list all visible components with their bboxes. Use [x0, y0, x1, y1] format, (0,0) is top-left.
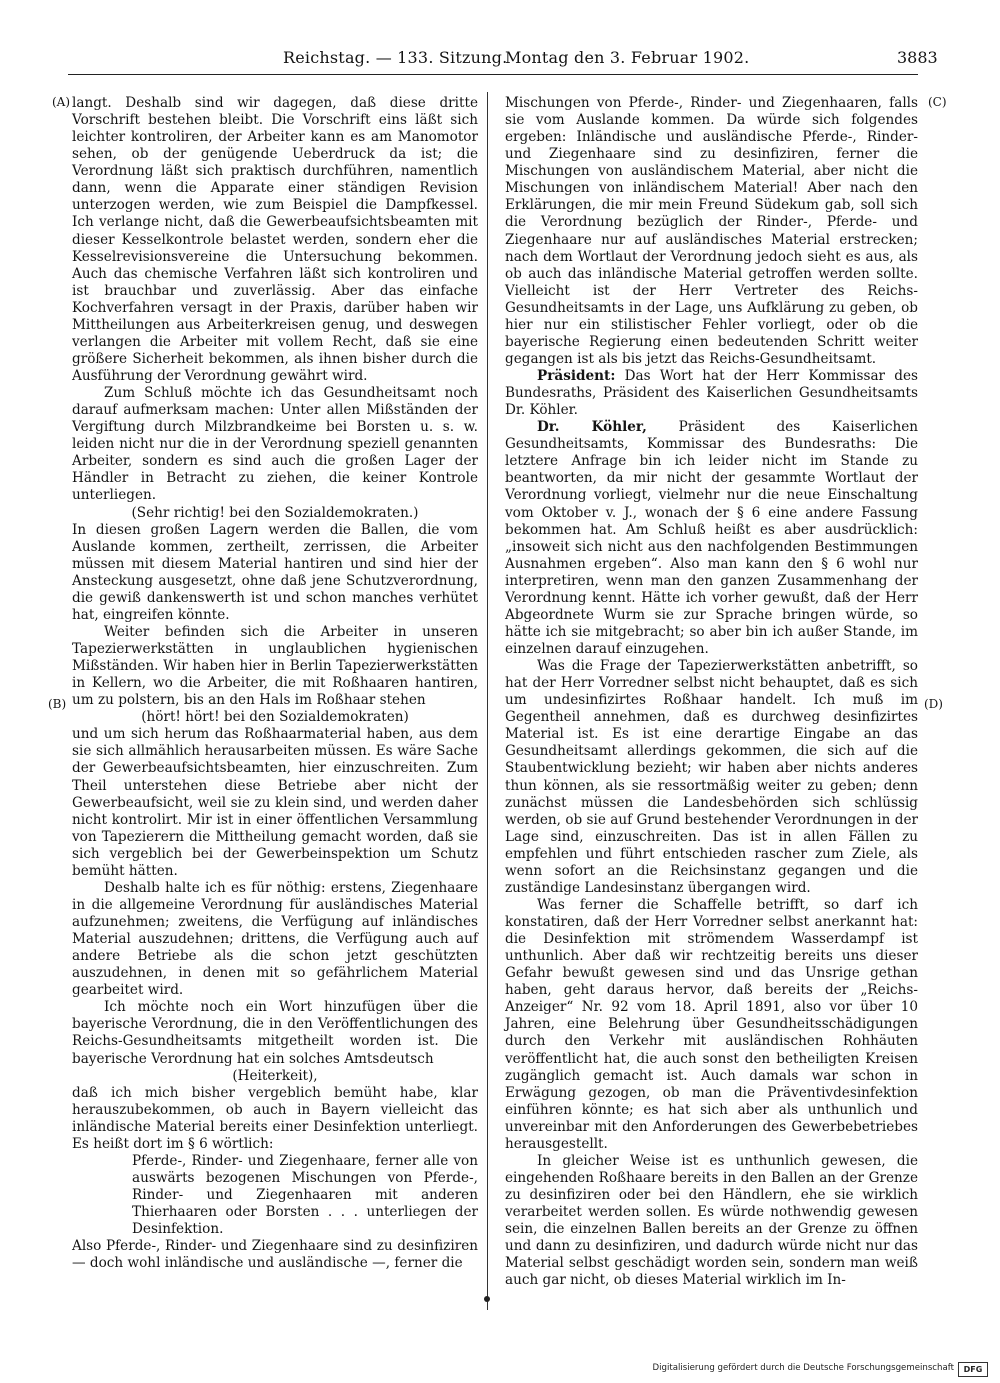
page-header — [0, 44, 1000, 78]
speaker-name: Dr. Köhler, — [537, 419, 647, 436]
paragraph: langt. Deshalb sind wir dagegen, daß diese dritte Vorschrift bestehen bleibt. Die Vorschrift eins läßt sich leichter kontroliren, der Arbeiter kann es am Manomotor sehen, ob der genügende Ueberdruck da ist; die Verordnung läßt sich praktisch durchführen, namentlich dann, wenn die Apparate einer ständigen Revision unterzogen werden, wie zum Beispiel die Dampfkessel. Ich verlange nicht, daß die Gewerbeaufsichtsbeamten mit dieser Kesselkontrole belastet werden, sondern eher die Kesselrevisionsvereine die Untersuchung bekommen. Auch das chemische Verfahren läßt sich kontroliren und ist brauchbar und zuverlässig. Aber das einfache Kochverfahren versagt in der Praxis, darüber haben wir Mittheilungen aus Arbeiterkreisen genug, und deswegen verlangen die Arbeiter mit vollem Recht, daß sie eine größere Sicherheit bekommen, als ihnen bisher durch die Ausführung der Verordnung gewährt wird. — [72, 95, 478, 384]
interjection: (hört! hört! bei den Sozialdemokraten) — [141, 709, 409, 726]
margin-mark-d: (D) — [924, 697, 943, 711]
speaker-text: Das Wort hat der Herr Kommissar des Bundesraths, Präsident des Kaiserlichen Gesundheitsamts Dr. Köhler. — [505, 368, 918, 419]
paragraph: Ich möchte noch ein Wort hinzufügen über die bayerische Verordnung, die in den Veröffentlichungen des Reichs-Gesundheitsamts mitgetheilt worden ist. Die bayerische Verordnung hat ein solches Amtsdeutsch — [72, 999, 478, 1067]
speaker-paragraph — [505, 368, 918, 419]
interjection: (Heiterkeit), — [232, 1067, 318, 1084]
speaker-name: Präsident: — [537, 368, 616, 384]
paragraph: daß ich mich bisher vergeblich bemüht habe, klar herauszubekommen, ob auch in Bayern vielleicht das inländische Material bereits einer Desinfektion unterliegt. Es heißt dort im § 6 wörtlich: — [72, 1084, 478, 1152]
paragraph: In gleicher Weise ist es unthunlich gewesen, die eingehenden Roßhaare bereits in den Ballen an der Grenze zu desinfiziren oder bei den Händlern, ehe sie wirklich verarbeitet werden sollen. Es würde nothwendig gewesen sein, die einzelnen Ballen bereits an der Grenze zu öffnen und dann zu desinfiziren, und dadurch würde nicht nur das Material selbst geschädigt worden sein, sondern man weiß auch gar nicht, ob dieses Material wirklich im In- — [505, 1152, 918, 1289]
block-quote: Pferde-, Rinder- und Ziegenhaare, ferner alle von auswärts bezogenen Mischungen von Pferde-, Rinder- und Ziegenhaaren mit anderen Thierhaaren oder Borsten . . . unterliegen der Desinfektion. — [132, 1152, 478, 1238]
header-rule — [68, 74, 918, 75]
interjection: (Sehr richtig! bei den Sozialdemokraten.) — [131, 504, 419, 521]
paragraph: und um sich herum das Roßhaarmaterial haben, aus dem sie sich allmählich herausarbeiten müssen. Es wäre Sache der Gewerbeaufsichtsbeamten, hier einzuschreiten. Zum Theil unterstehen diese Betriebe aber nicht der Gewerbeaufsicht, weil sie zu klein sind, und werden daher nicht kontrolirt. Mir ist in einer öffentlichen Versammlung von Tapezierern die Mittheilung gemacht worden, daß sie sich vergeblich bei der Gewerbeinspektion um Schutz bemüht hätten. — [72, 726, 478, 879]
column-divider — [487, 92, 488, 1310]
header-date: Montag den 3. Februar 1902. — [505, 48, 750, 67]
right-column — [505, 95, 918, 1289]
column-divider-mark — [484, 1296, 490, 1302]
funding-note: Digitalisierung gefördert durch die Deutsche Forschungsgemeinschaft — [652, 1363, 954, 1373]
paragraph: Also Pferde-, Rinder- und Ziegenhaare sind zu desinfiziren — doch wohl inländische und ausländische —, ferner die — [72, 1238, 478, 1272]
margin-mark-a: (A) — [52, 95, 71, 109]
paragraph: Was ferner die Schaffelle betrifft, so darf ich konstatiren, daß der Herr Vorredner selbst anerkannt hat: die Desinfektion mit strömendem Wasserdampf ist unthunlich. Aber daß wir rechtzeitig bereits uns dieser Gefahr bewußt gewesen sind und das Unsrige gethan haben, geht daraus hervor, daß bereits der „Reichs-Anzeiger“ Nr. 92 vom 18. April 1891, also vor über 10 Jahren, eine Belehrung über Gesundheitsschädigungen durch den Verkehr mit ausländischen Rohhäuten veröffentlicht hat, die auch sonst den betheiligten Kreisen zugänglich gemacht ist. Auch damals war schon in Erwägung gezogen, ob man die Präventivdesinfektion einführen könnte; es hat sich aber als unthunlich und unvereinbar mit den Anforderungen des Gewerbebetriebes herausgestellt. — [505, 896, 918, 1152]
paragraph: Deshalb halte ich es für nöthig: erstens, Ziegenhaare in die allgemeine Verordnung für ausländisches Material aufzunehmen; zweitens, die Verfügung auf inländisches Material auszudehnen; drittens, die Verfügung auch auf andere Betriebe als die schon jetzt geschützten auszudehnen, in denen mit so gefährlichem Material gearbeitet wird. — [72, 879, 478, 999]
paragraph: Mischungen von Pferde-, Rinder- und Ziegenhaaren, falls sie vom Auslande kommen. Da würde sich folgendes ergeben: Inländische und ausländische Pferde-, Rinder- und Ziegenhaare sind zu desinfiziren, ferner die Mischungen von ausländischem Material, aber nicht die Mischungen von inländischem Material! Aber nach den Erklärungen, die mir mein Freund Südekum gab, soll sich die Verordnung bezüglich der Rinder-, Pferde- und Ziegenhaare nur auf ausländisches Material erstrecken; nach dem Wortlaut der Verordnung jedoch sieht es aus, als ob auch das inländische Material getroffen werden sollte. Vielleicht ist der Herr Vertreter des Reichs-Gesundheitsamts in der Lage, uns Aufklärung zu geben, ob hier nur ein stilistischer Fehler vorliegt, oder ob die bayerische Regierung einen bedeutenden Schritt weiter gegangen ist als bis jetzt das Reichs-Gesundheitsamt. — [505, 95, 918, 367]
paragraph: In diesen großen Lagern werden die Ballen, die vom Auslande kommen, zertheilt, zerrissen, die Arbeiter müssen mit diesem Material hantiren und sind hier der Ansteckung ausgesetzt, ohne daß jene Schutzverordnung, die gewiß dankenswerth ist und schon manches verhütet hat, eingreifen könnte. — [72, 521, 478, 623]
page-number: 3883 — [897, 48, 938, 67]
paragraph: Zum Schluß möchte ich das Gesundheitsamt noch darauf aufmerksam machen: Unter allen Mißständen der Vergiftung durch Milzbrandkeime bei Borsten u. s. w. leiden nicht nur die in der Verordnung speziell genannten Arbeiter, sondern es sind auch die großen Lager der Händler in Betracht zu ziehen, die keiner Kontrole unterliegen. — [72, 385, 478, 504]
margin-mark-b: (B) — [48, 697, 67, 711]
footer — [652, 1362, 988, 1376]
paragraph: Weiter befinden sich die Arbeiter in unseren Tapezierwerkstätten in unglaublichen hygienischen Mißständen. Wir haben hier in Berlin Tapezierwerkstätten in Kellern, wo die Arbeiter, die mit Roßhaaren hantiren, um zu polstern, bis an den Hals im Roßhaar stehen — [72, 623, 478, 709]
left-column — [72, 95, 478, 1272]
speaker-paragraph — [505, 419, 918, 658]
dfg-logo: DFG — [958, 1362, 988, 1377]
header-session: Reichstag. — 133. Sitzung. — [283, 48, 508, 67]
speaker-text: Präsident des Kaiserlichen Gesundheitsamts, Kommissar des Bundesraths: Die letztere Anfrage bin ich leider nicht im Stande zu beantworten, da mir nicht der gesammte Wortlaut der Verordnung vorliegt, vielmehr nur die neue Einschaltung vom Oktober v. J., wonach der § 6 eine andere Fassung bekommen hat. Am Schluß heißt es aber ausdrücklich: „insoweit sich nicht aus den nachfolgenden Bestimmungen Ausnahmen ergeben“. Also man kann den § 6 wohl nur interpretiren, wenn man den ganzen Zusammenhang der Verordnung kennt. Hätte ich vorher gewußt, daß der Herr Abgeordnete Wurm sie zur Sprache bringen würde, so hätte ich sie mitgebracht; so aber bin ich außer Stande, im einzelnen darauf einzugehen. — [505, 419, 918, 657]
paragraph: Was die Frage der Tapezierwerkstätten anbetrifft, so hat der Herr Vorredner selbst nicht behauptet, daß es sich um undesinfizirtes Roßhaar handelt. Ich muß im Gegentheil annehmen, daß es durchweg desinfizirtes Material ist. Es ist eine derartige Eingabe an das Gesundheitsamt allerdings gekommen, die sich auf die Staubentwicklung bezieht; wir haben aber nichts anderes thun können, als sie ressortmäßig weiter zu geben; denn zunächst müssen die Landesbehörden sich schlüssig werden, ob sie auf Grund bestehender Verordnungen in der Lage sind, einzuschreiten. Das ist in allen Fällen zu empfehlen und führt entschieden rascher zum Ziele, als wenn sofort an die Reichsinstanz gegangen und die zuständige Landesinstanz übergangen wird. — [505, 658, 918, 896]
margin-mark-c: (C) — [928, 95, 947, 109]
